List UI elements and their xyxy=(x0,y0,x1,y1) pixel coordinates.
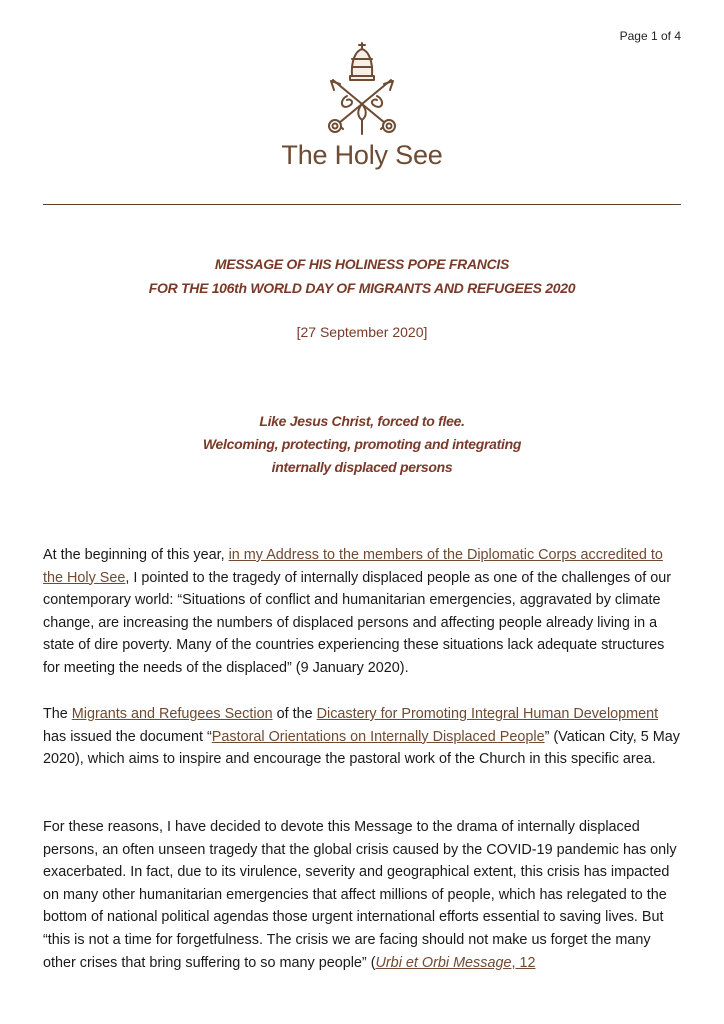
page-number: Page 1 of 4 xyxy=(619,29,681,43)
paragraph-2-text-a: The xyxy=(43,706,72,722)
subtitle-line2: Welcoming, protecting, promoting and integrating xyxy=(202,436,522,452)
subtitle-line1: Like Jesus Christ, forced to flee. xyxy=(259,413,465,429)
pastoral-orientations-link[interactable]: Pastoral Orientations on Internally Displaced People xyxy=(211,728,545,745)
paragraph-3-text: For these reasons, I have decided to devote this Message to the drama of internally displaced persons, an often unseen tragedy that the global crisis caused by the COVID-19 pandemic has only exacerbated. In fact, due to its virulence, severity and geographical extent, this crisis has impacted on many other humanitarian emergencies that affect millions of people, which has relegated to the bottom of national political agendas those urgent international efforts essential to saving lives. But “this is not a time for forgetfulness. The crisis we are facing should not make us forget the many other crises that bring suffering to so many people” ( xyxy=(43,819,677,971)
document-date: [27 September 2020] xyxy=(296,324,428,340)
papal-keys-tiara-emblem-icon xyxy=(321,40,403,138)
document-title-line2: FOR THE 106th WORLD DAY OF MIGRANTS AND REFUGEES 2020 xyxy=(148,280,576,296)
paragraph-1 xyxy=(43,544,683,680)
paragraph-2-text-b: of the xyxy=(272,706,317,722)
paragraph-3 xyxy=(43,816,683,974)
urbi-et-orbi-link-date: , 12 xyxy=(511,954,536,971)
urbi-et-orbi-link-title: Urbi et Orbi Message xyxy=(375,954,512,971)
paragraph-2-text-d: ” (Vatican City, 5 May 2020), which aims to inspire and encourage the pastoral work of the Church in this specific area. xyxy=(43,728,680,768)
document-title-line1: MESSAGE OF HIS HOLINESS POPE FRANCIS xyxy=(214,256,510,272)
header-divider xyxy=(43,204,681,205)
migrants-refugees-section-link[interactable]: Migrants and Refugees Section xyxy=(71,706,273,722)
site-title[interactable]: The Holy See xyxy=(281,140,443,170)
diplomatic-corps-address-link[interactable]: in my Address to the members of the Diplomatic Corps accredited to the Holy See xyxy=(43,547,663,586)
subtitle-line3: internally displaced persons xyxy=(271,459,453,475)
paragraph-2-text-c: has issued the document “ xyxy=(43,728,212,745)
paragraph-1-text: , I pointed to the tragedy of internally displaced people as one of the challenges of our contemporary world: “Situations of conflict and humanitarian emergencies, aggravated by climate change, are increasing the numbers of displaced persons and affecting people already living in a state of dire poverty. Many of the countries experiencing these situations lack adequate structures for meeting the needs of the displaced” (9 January 2020). xyxy=(43,569,672,676)
urbi-et-orbi-link[interactable] xyxy=(376,955,536,971)
paragraph-1-intro: At the beginning of this year, xyxy=(43,547,229,563)
dicastery-link[interactable]: Dicastery for Promoting Integral Human Development xyxy=(316,706,659,722)
paragraph-2 xyxy=(43,703,683,771)
